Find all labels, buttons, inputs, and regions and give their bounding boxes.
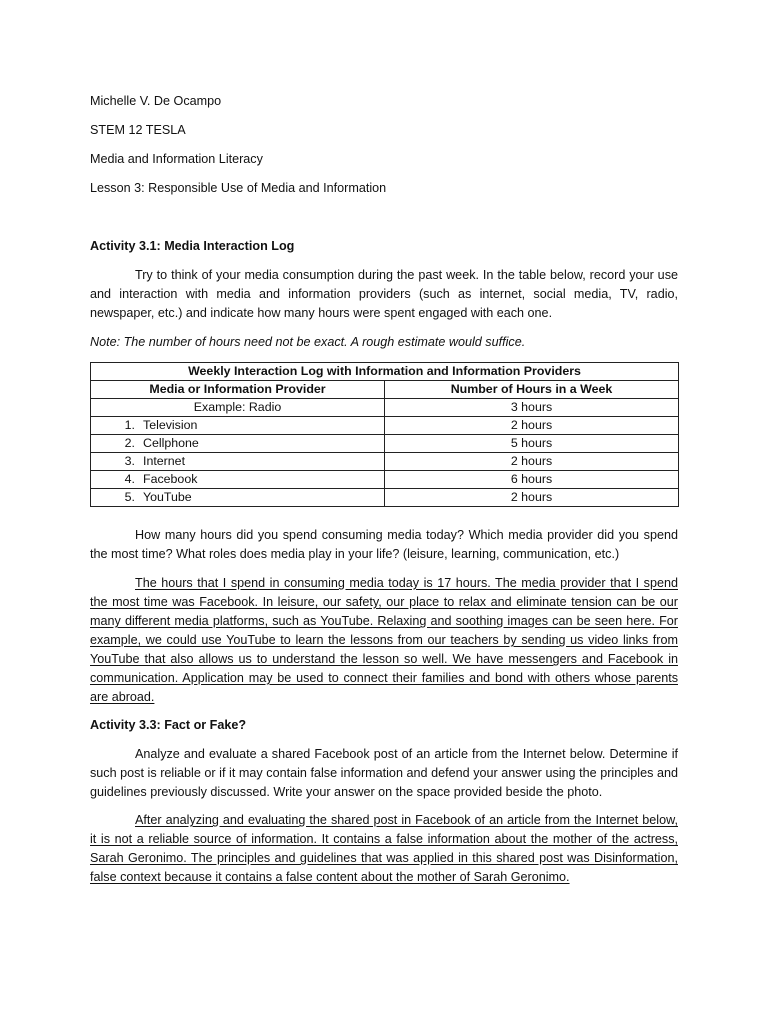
activity-3-3-answer-block	[90, 811, 678, 887]
activity-3-1-note: Note: The number of hours need not be exact. A rough estimate would suffice.	[90, 335, 526, 349]
activity-3-3-instructions: Analyze and evaluate a shared Facebook post of an article from the Internet below. Determine if such post is reliable or if it may contain false information and defend your answer using the principles and guidelines previously discussed. Write your answer on the space provided beside the photo.	[90, 747, 678, 799]
table-row	[91, 453, 679, 471]
table-caption-row	[91, 363, 679, 381]
subject-title: Media and Information Literacy	[90, 152, 263, 166]
table-row	[91, 489, 679, 507]
provider-cell	[91, 453, 385, 471]
table-row	[91, 435, 679, 453]
item-number: 1.	[124, 418, 135, 432]
provider-cell	[91, 435, 385, 453]
lesson-title: Lesson 3: Responsible Use of Media and Information	[90, 181, 387, 195]
activity-3-1-answer: The hours that I spend in consuming media today is 17 hours. The media provider that I spend the most time was Facebook. In leisure, our safety, our place to relax and eliminate tension can be our many different media platforms, such as YouTube. Relaxing and soothing images can be seen here. For example, we could use YouTube to learn the lessons from our teachers by sending us video links from YouTube that also allows us to understand the lesson so well. We have messengers and Facebook in communication. Application may be used to connect their families and bond with others whose parents are abroad.	[90, 576, 678, 704]
example-hours: 3 hours	[385, 399, 679, 417]
item-number: 5.	[124, 490, 135, 504]
provider-cell	[91, 471, 385, 489]
table-caption: Weekly Interaction Log with Information and Information Providers	[91, 363, 679, 381]
hours-cell: 2 hours	[385, 453, 679, 471]
provider-cell	[91, 417, 385, 435]
provider-name: Internet	[143, 454, 186, 468]
column-header-provider: Media or Information Provider	[91, 381, 385, 399]
hours-cell: 2 hours	[385, 417, 679, 435]
interaction-log-table	[90, 362, 679, 507]
provider-cell	[91, 489, 385, 507]
activity-3-1-question: How many hours did you spend consuming media today? Which media provider did you spend the most time? What roles does media play in your life? (leisure, learning, communication, etc.)	[90, 528, 678, 561]
table-row	[91, 417, 679, 435]
provider-name: Facebook	[143, 472, 198, 486]
provider-name: Cellphone	[143, 436, 199, 450]
activity-3-1-title: Activity 3.1: Media Interaction Log	[90, 239, 295, 253]
item-number: 2.	[124, 436, 135, 450]
student-section: STEM 12 TESLA	[90, 123, 186, 137]
item-number: 4.	[124, 472, 135, 486]
student-name: Michelle V. De Ocampo	[90, 94, 222, 108]
table-row-example	[91, 399, 679, 417]
hours-cell: 2 hours	[385, 489, 679, 507]
example-provider: Example: Radio	[91, 399, 385, 417]
column-header-hours: Number of Hours in a Week	[385, 381, 679, 399]
activity-3-3-answer: After analyzing and evaluating the shared post in Facebook of an article from the Internet below, it is not a reliable source of information. It contains a false information about the mother of the actress, Sarah Geronimo. The principles and guidelines that was applied in this shared post was Disinformation, false context because it contains a false content about the mother of Sarah Geronimo.	[90, 813, 678, 884]
activity-3-3-title: Activity 3.3: Fact or Fake?	[90, 718, 247, 732]
activity-3-1-answer-block	[90, 574, 678, 707]
table-row	[91, 471, 679, 489]
table-header-row	[91, 381, 679, 399]
provider-name: YouTube	[143, 490, 192, 504]
item-number: 3.	[124, 454, 135, 468]
hours-cell: 5 hours	[385, 435, 679, 453]
hours-cell: 6 hours	[385, 471, 679, 489]
activity-3-1-instructions: Try to think of your media consumption during the past week. In the table below, record your use and interaction with media and information providers (such as internet, social media, TV, radio, newspaper, etc.) and indicate how many hours were spent engaged with each one.	[90, 268, 678, 320]
provider-name: Television	[143, 418, 198, 432]
